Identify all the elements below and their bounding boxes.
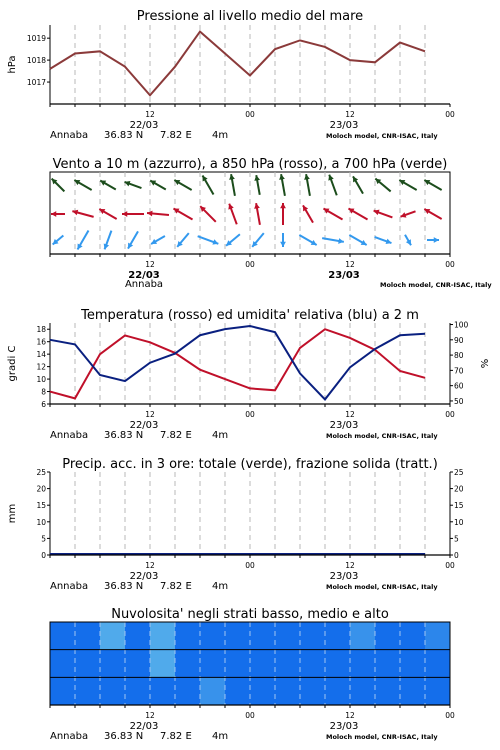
cloud-cell bbox=[400, 677, 426, 705]
cloud-cell bbox=[400, 650, 426, 678]
y-tick-label-right: 70 bbox=[454, 366, 464, 376]
cloud-cell bbox=[350, 677, 376, 705]
cloud-cell bbox=[275, 650, 301, 678]
date-label: 23/03 bbox=[329, 420, 359, 431]
y-tick-label: 25 bbox=[36, 468, 46, 477]
cloud-cell bbox=[175, 622, 201, 650]
x-tick-label: 00 bbox=[445, 110, 455, 119]
cloud-cell bbox=[150, 650, 176, 678]
credit-label: Moloch model, CNR-ISAC, Italy bbox=[326, 432, 438, 440]
cloud-cell bbox=[75, 677, 101, 705]
cloud-cell bbox=[250, 677, 276, 705]
x-tick-label: 12 bbox=[145, 711, 155, 720]
x-tick-label: 12 bbox=[145, 260, 155, 269]
lat-label: 36.83 N bbox=[104, 581, 144, 592]
x-tick-label: 00 bbox=[245, 711, 255, 720]
y-tick-label-right: 80 bbox=[454, 351, 464, 361]
chart-title: Precip. acc. in 3 ore: totale (verde), frazione solida (tratt.) bbox=[62, 457, 438, 472]
credit-label: Moloch model, CNR-ISAC, Italy bbox=[326, 132, 438, 140]
location-label: Annaba bbox=[124, 279, 164, 290]
cloud-cell bbox=[125, 677, 151, 705]
cloud-cell bbox=[225, 677, 251, 705]
cloud-cell bbox=[200, 677, 226, 705]
cloud-cell bbox=[150, 677, 176, 705]
x-tick-label: 12 bbox=[345, 410, 355, 419]
x-tick-label: 00 bbox=[245, 410, 255, 419]
lon-label: 7.82 E bbox=[160, 130, 192, 141]
x-tick-label: 00 bbox=[445, 260, 455, 269]
x-tick-label: 00 bbox=[445, 561, 455, 570]
cloud-cell bbox=[75, 650, 101, 678]
chart-title: Temperatura (rosso) ed umidita' relativa (blu) a 2 m bbox=[81, 308, 419, 323]
y-tick-label: 6 bbox=[41, 400, 46, 409]
elev-label: 4m bbox=[212, 430, 229, 441]
date-label: 22/03 bbox=[129, 120, 159, 131]
cloud-cell bbox=[250, 622, 276, 650]
y-tick-label-right: 25 bbox=[454, 468, 464, 477]
cloud-cell bbox=[275, 677, 301, 705]
y-tick-label: 5 bbox=[41, 534, 46, 544]
x-tick-label: 00 bbox=[445, 410, 455, 419]
credit-label: Moloch model, CNR-ISAC, Italy bbox=[326, 583, 438, 591]
cloud-cell bbox=[225, 650, 251, 678]
y-tick-label-right: 60 bbox=[454, 381, 464, 391]
cloud-cell bbox=[100, 622, 126, 650]
cloud-cell bbox=[375, 650, 401, 678]
x-tick-label: 00 bbox=[245, 260, 255, 269]
y-axis-label-right: % bbox=[480, 358, 491, 369]
lon-label: 7.82 E bbox=[160, 430, 192, 441]
x-tick-label: 00 bbox=[245, 110, 255, 119]
date-label: 23/03 bbox=[329, 120, 359, 131]
cloud-cell bbox=[175, 650, 201, 678]
cloud-cell bbox=[125, 622, 151, 650]
pressure-line bbox=[50, 32, 425, 96]
y-tick-label: 10 bbox=[36, 375, 46, 385]
x-tick-label: 12 bbox=[145, 410, 155, 419]
y-tick-label-right: 10 bbox=[454, 517, 464, 527]
lat-label: 36.83 N bbox=[104, 430, 144, 441]
y-axis-label: mm bbox=[7, 503, 18, 524]
y-tick-label-right: 15 bbox=[454, 501, 464, 511]
cloud-cell bbox=[300, 622, 326, 650]
cloud-cell bbox=[300, 650, 326, 678]
y-axis-label: gradi C bbox=[7, 345, 18, 382]
cloud-cell bbox=[325, 622, 351, 650]
y-tick-label-right: 20 bbox=[454, 484, 464, 494]
cloud-cell bbox=[325, 650, 351, 678]
x-tick-label: 12 bbox=[345, 711, 355, 720]
y-tick-label-right: 0 bbox=[454, 551, 459, 560]
cloud-cell bbox=[50, 622, 76, 650]
y-tick-label: 12 bbox=[36, 362, 46, 372]
location-label: Annaba bbox=[50, 430, 89, 441]
cloud-cell bbox=[225, 622, 251, 650]
date-label: 23/03 bbox=[329, 721, 359, 732]
y-tick-label: 0 bbox=[41, 551, 46, 560]
cloud-cell bbox=[425, 622, 451, 650]
x-tick-label: 00 bbox=[245, 561, 255, 570]
wind-arrow-head bbox=[280, 203, 286, 208]
y-axis-label: hPa bbox=[7, 55, 18, 74]
chart-title: Pressione al livello medio del mare bbox=[136, 9, 364, 24]
chart-title: Vento a 10 m (azzurro), a 850 hPa (rosso), a 700 hPa (verde) bbox=[52, 157, 448, 172]
wind-arrow-head bbox=[51, 211, 56, 217]
credit-label: Moloch model, CNR-ISAC, Italy bbox=[326, 733, 438, 741]
temperature-line bbox=[50, 329, 425, 398]
chart-title: Nuvolosita' negli strati basso, medio e alto bbox=[111, 607, 389, 622]
cloud-cell bbox=[100, 650, 126, 678]
cloud-cell bbox=[350, 650, 376, 678]
y-tick-label: 15 bbox=[36, 501, 46, 511]
location-label: Annaba bbox=[50, 130, 89, 141]
cloud-cell bbox=[300, 677, 326, 705]
lat-label: 36.83 N bbox=[104, 130, 144, 141]
date-label: 23/03 bbox=[329, 571, 359, 582]
elev-label: 4m bbox=[212, 581, 229, 592]
x-tick-label: 12 bbox=[145, 561, 155, 570]
cloud-cell bbox=[325, 677, 351, 705]
date-label: 22/03 bbox=[129, 571, 159, 582]
location-label: Annaba bbox=[50, 581, 89, 592]
y-tick-label: 18 bbox=[36, 325, 46, 335]
wind-arrow-head bbox=[434, 237, 439, 243]
y-tick-label-right: 90 bbox=[454, 335, 464, 345]
y-tick-label: 8 bbox=[41, 387, 46, 397]
x-tick-label: 12 bbox=[345, 561, 355, 570]
y-tick-label: 10 bbox=[36, 517, 46, 527]
y-tick-label-right: 100 bbox=[454, 320, 469, 330]
y-tick-label: 14 bbox=[36, 350, 46, 360]
y-tick-label-right: 50 bbox=[454, 396, 464, 406]
cloud-cell bbox=[75, 622, 101, 650]
location-label: Annaba bbox=[50, 731, 89, 742]
credit-label: Moloch model, CNR-ISAC, Italy bbox=[380, 281, 492, 289]
cloud-cell bbox=[375, 622, 401, 650]
y-tick-label: 1018 bbox=[26, 56, 46, 66]
x-tick-label: 00 bbox=[445, 711, 455, 720]
cloud-cell bbox=[200, 650, 226, 678]
cloud-cell bbox=[425, 650, 451, 678]
x-tick-label: 12 bbox=[345, 260, 355, 269]
y-tick-label: 1017 bbox=[26, 78, 46, 88]
x-tick-label: 12 bbox=[345, 110, 355, 119]
cloud-cell bbox=[425, 677, 451, 705]
cloud-cell bbox=[400, 622, 426, 650]
cloud-cell bbox=[200, 622, 226, 650]
x-tick-label: 12 bbox=[145, 110, 155, 119]
wind-arrow-head bbox=[280, 242, 286, 247]
cloud-cell bbox=[125, 650, 151, 678]
lon-label: 7.82 E bbox=[160, 731, 192, 742]
elev-label: 4m bbox=[212, 130, 229, 141]
y-tick-label: 16 bbox=[36, 337, 46, 347]
y-tick-label: 1019 bbox=[26, 34, 46, 44]
cloud-cell bbox=[350, 622, 376, 650]
cloud-cell bbox=[50, 650, 76, 678]
date-label: 22/03 bbox=[129, 721, 159, 732]
cloud-cell bbox=[150, 622, 176, 650]
lon-label: 7.82 E bbox=[160, 581, 192, 592]
cloud-cell bbox=[50, 677, 76, 705]
cloud-cell bbox=[250, 650, 276, 678]
lat-label: 36.83 N bbox=[104, 731, 144, 742]
cloud-cell bbox=[175, 677, 201, 705]
y-tick-label-right: 5 bbox=[454, 534, 459, 544]
cloud-cell bbox=[275, 622, 301, 650]
date-label: 22/03 bbox=[128, 270, 160, 281]
date-label: 22/03 bbox=[129, 420, 159, 431]
cloud-cell bbox=[375, 677, 401, 705]
cloud-cell bbox=[100, 677, 126, 705]
y-tick-label: 20 bbox=[36, 484, 46, 494]
date-label: 23/03 bbox=[328, 270, 360, 281]
elev-label: 4m bbox=[212, 731, 229, 742]
humidity-line bbox=[50, 326, 425, 399]
